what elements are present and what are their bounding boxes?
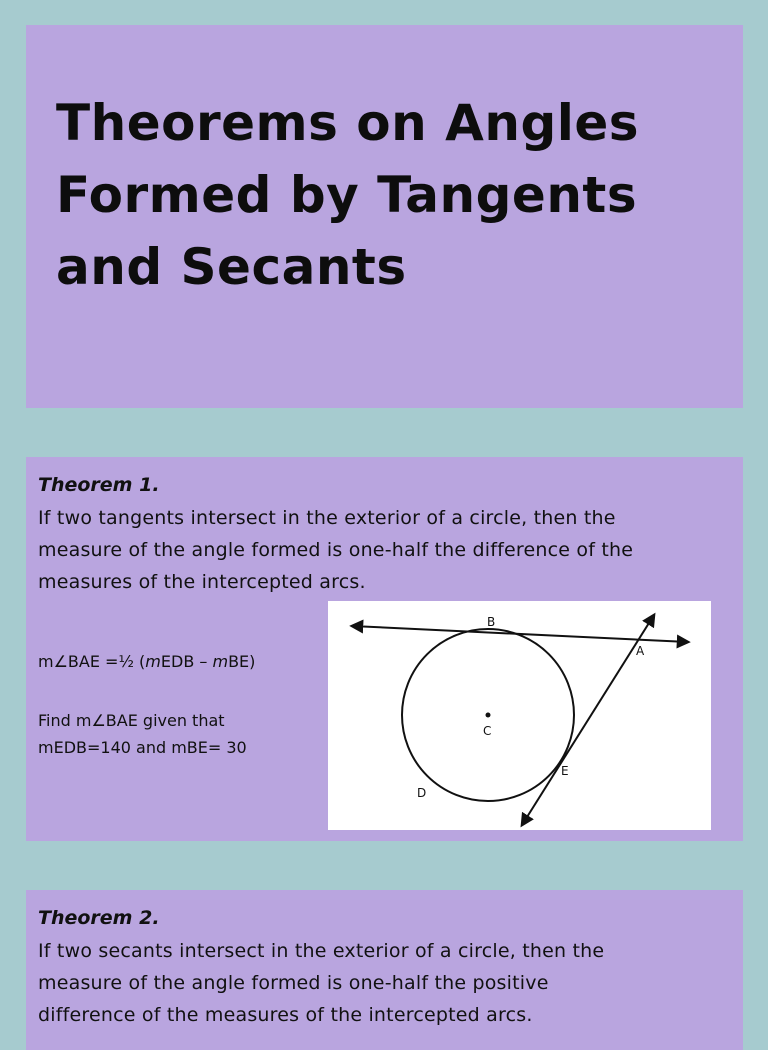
theorem-2-line-2: measure of the angle formed is one-half the positive bbox=[38, 972, 549, 994]
title-card bbox=[26, 25, 743, 408]
theorem-1-question bbox=[38, 707, 247, 761]
label-c: C bbox=[483, 724, 492, 738]
theorem-1-formula bbox=[38, 650, 255, 674]
theorem-1-line-1: If two tangents intersect in the exterior of a circle, then the bbox=[38, 507, 616, 529]
title-line-3: and Secants bbox=[56, 238, 407, 296]
page-title bbox=[56, 87, 706, 303]
theorem-2-heading: Theorem 2. bbox=[38, 907, 160, 929]
theorem-1-line-2: measure of the angle formed is one-half the difference of the bbox=[38, 539, 634, 561]
center-point bbox=[486, 713, 491, 718]
theorem-1-card bbox=[26, 457, 743, 841]
theorem-2-card bbox=[26, 890, 743, 1050]
theorem-2-line-3: difference of the measures of the intercepted arcs. bbox=[38, 1004, 533, 1026]
formula-arc-2: BE) bbox=[228, 652, 256, 671]
tangent-diagram bbox=[328, 601, 711, 830]
tangent-diagram-svg bbox=[328, 601, 711, 830]
label-a: A bbox=[636, 644, 645, 658]
formula-lhs: m∠BAE =½ ( bbox=[38, 652, 146, 671]
tangent-line-ae bbox=[522, 615, 654, 825]
theorem-2-statement bbox=[38, 935, 728, 1031]
question-line-1: Find m∠BAE given that bbox=[38, 711, 225, 730]
theorem-2-line-1: If two secants intersect in the exterior of a circle, then the bbox=[38, 940, 605, 962]
theorem-1-line-3: measures of the intercepted arcs. bbox=[38, 571, 366, 593]
question-line-2: mEDB=140 and mBE= 30 bbox=[38, 738, 247, 757]
label-e: E bbox=[561, 764, 569, 778]
title-line-1: Theorems on Angles bbox=[56, 94, 640, 152]
label-b: B bbox=[487, 615, 496, 629]
formula-m-2: m bbox=[212, 652, 229, 671]
label-d: D bbox=[417, 786, 427, 800]
theorem-1-heading: Theorem 1. bbox=[38, 474, 160, 496]
formula-arc-1: EDB – bbox=[160, 652, 208, 671]
title-line-2: Formed by Tangents bbox=[56, 166, 638, 224]
theorem-1-statement bbox=[38, 502, 728, 598]
formula-m-1: m bbox=[145, 652, 161, 671]
